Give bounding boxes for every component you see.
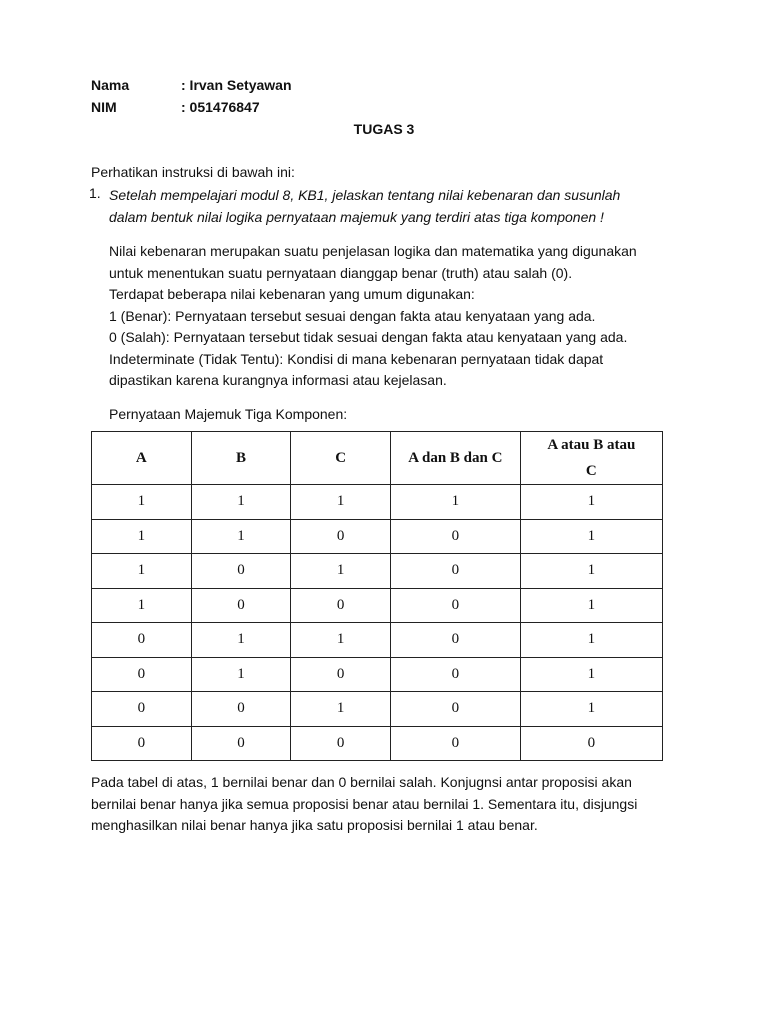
question-text xyxy=(109,185,679,228)
table-cell: 0 xyxy=(191,726,291,761)
column-header-b: B xyxy=(191,432,291,485)
truth-table xyxy=(91,431,663,761)
table-cell: 1 xyxy=(520,623,662,658)
table-cell: 0 xyxy=(390,692,520,727)
table-cell: 0 xyxy=(92,726,192,761)
table-cell: 1 xyxy=(520,519,662,554)
table-cell: 1 xyxy=(92,485,192,520)
table-caption: Pernyataan Majemuk Tiga Komponen: xyxy=(109,406,348,422)
table-cell: 0 xyxy=(390,519,520,554)
table-row xyxy=(92,519,663,554)
table-row xyxy=(92,623,663,658)
table-cell: 1 xyxy=(92,588,192,623)
answer-line: untuk menentukan suatu pernyataan dianggap benar (truth) atau salah (0). xyxy=(109,264,573,281)
question-line: Setelah mempelajari modul 8, KB1, jelaskan tentang nilai kebenaran dan susunlah xyxy=(109,187,621,203)
column-header-c: C xyxy=(291,432,391,485)
table-cell: 0 xyxy=(390,588,520,623)
table-cell: 0 xyxy=(520,726,662,761)
conclusion-line: Pada tabel di atas, 1 bernilai benar dan 0 bernilai salah. Konjugnsi antar proposisi akan xyxy=(91,774,632,790)
answer-paragraph xyxy=(109,241,679,392)
answer-line: 1 (Benar): Pernyataan tersebut sesuai dengan fakta atau kenyataan yang ada. xyxy=(109,307,596,324)
table-cell: 1 xyxy=(291,485,391,520)
table-cell: 1 xyxy=(191,657,291,692)
conclusion-line: menghasilkan nilai benar hanya jika satu proposisi bernilai 1 atau benar. xyxy=(91,817,538,833)
table-cell: 1 xyxy=(520,554,662,589)
table-cell: 0 xyxy=(191,554,291,589)
table-cell: 0 xyxy=(92,657,192,692)
table-cell: 1 xyxy=(520,657,662,692)
table-cell: 0 xyxy=(191,588,291,623)
table-cell: 0 xyxy=(291,588,391,623)
table-cell: 1 xyxy=(92,519,192,554)
table-cell: 0 xyxy=(390,623,520,658)
conclusion-paragraph xyxy=(91,772,681,837)
table-cell: 1 xyxy=(520,485,662,520)
table-row xyxy=(92,692,663,727)
table-cell: 0 xyxy=(291,519,391,554)
table-cell: 1 xyxy=(191,623,291,658)
question-line: dalam bentuk nilai logika pernyataan majemuk yang terdiri atas tiga komponen ! xyxy=(109,208,604,225)
table-cell: 1 xyxy=(191,485,291,520)
page-title: TUGAS 3 xyxy=(353,121,415,137)
answer-line: Indeterminate (Tidak Tentu): Kondisi di mana kebenaran pernyataan tidak dapat xyxy=(109,350,604,367)
table-cell: 1 xyxy=(520,588,662,623)
table-cell: 0 xyxy=(92,692,192,727)
table-cell: 0 xyxy=(191,692,291,727)
table-cell: 1 xyxy=(520,692,662,727)
list-number: 1. xyxy=(89,185,101,201)
table-cell: 0 xyxy=(291,657,391,692)
table-row xyxy=(92,485,663,520)
answer-line: 0 (Salah): Pernyataan tersebut tidak sesuai dengan fakta atau kenyataan yang ada. xyxy=(109,329,628,345)
instruction-intro: Perhatikan instruksi di bawah ini: xyxy=(91,164,295,180)
answer-line: Nilai kebenaran merupakan suatu penjelasan logika dan matematika yang digunakan xyxy=(109,243,637,259)
nim-value: : 051476847 xyxy=(181,99,260,115)
table-cell: 1 xyxy=(291,692,391,727)
table-cell: 0 xyxy=(291,726,391,761)
table-cell: 1 xyxy=(191,519,291,554)
column-header-conjunction: A dan B dan C xyxy=(390,432,520,485)
conclusion-line: bernilai benar hanya jika semua proposisi benar atau bernilai 1. Sementara itu, disjungsi xyxy=(91,795,638,812)
answer-line: dipastikan karena kurangnya informasi atau kejelasan. xyxy=(109,372,447,388)
table-cell: 1 xyxy=(291,554,391,589)
table-cell: 1 xyxy=(92,554,192,589)
table-cell: 0 xyxy=(390,726,520,761)
table-row xyxy=(92,657,663,692)
name-value: : Irvan Setyawan xyxy=(181,77,292,93)
table-row xyxy=(92,554,663,589)
name-label: Nama xyxy=(91,77,130,93)
table-cell: 1 xyxy=(390,485,520,520)
answer-line: Terdapat beberapa nilai kebenaran yang umum digunakan: xyxy=(109,286,475,302)
nim-label: NIM xyxy=(91,99,117,115)
table-row xyxy=(92,588,663,623)
table-header-row xyxy=(92,432,663,485)
table-cell: 0 xyxy=(390,657,520,692)
column-header-disjunction: A atau B atau C xyxy=(520,432,662,485)
table-cell: 0 xyxy=(92,623,192,658)
column-header-a: A xyxy=(92,432,192,485)
table-cell: 1 xyxy=(291,623,391,658)
table-cell: 0 xyxy=(390,554,520,589)
table-row xyxy=(92,726,663,761)
